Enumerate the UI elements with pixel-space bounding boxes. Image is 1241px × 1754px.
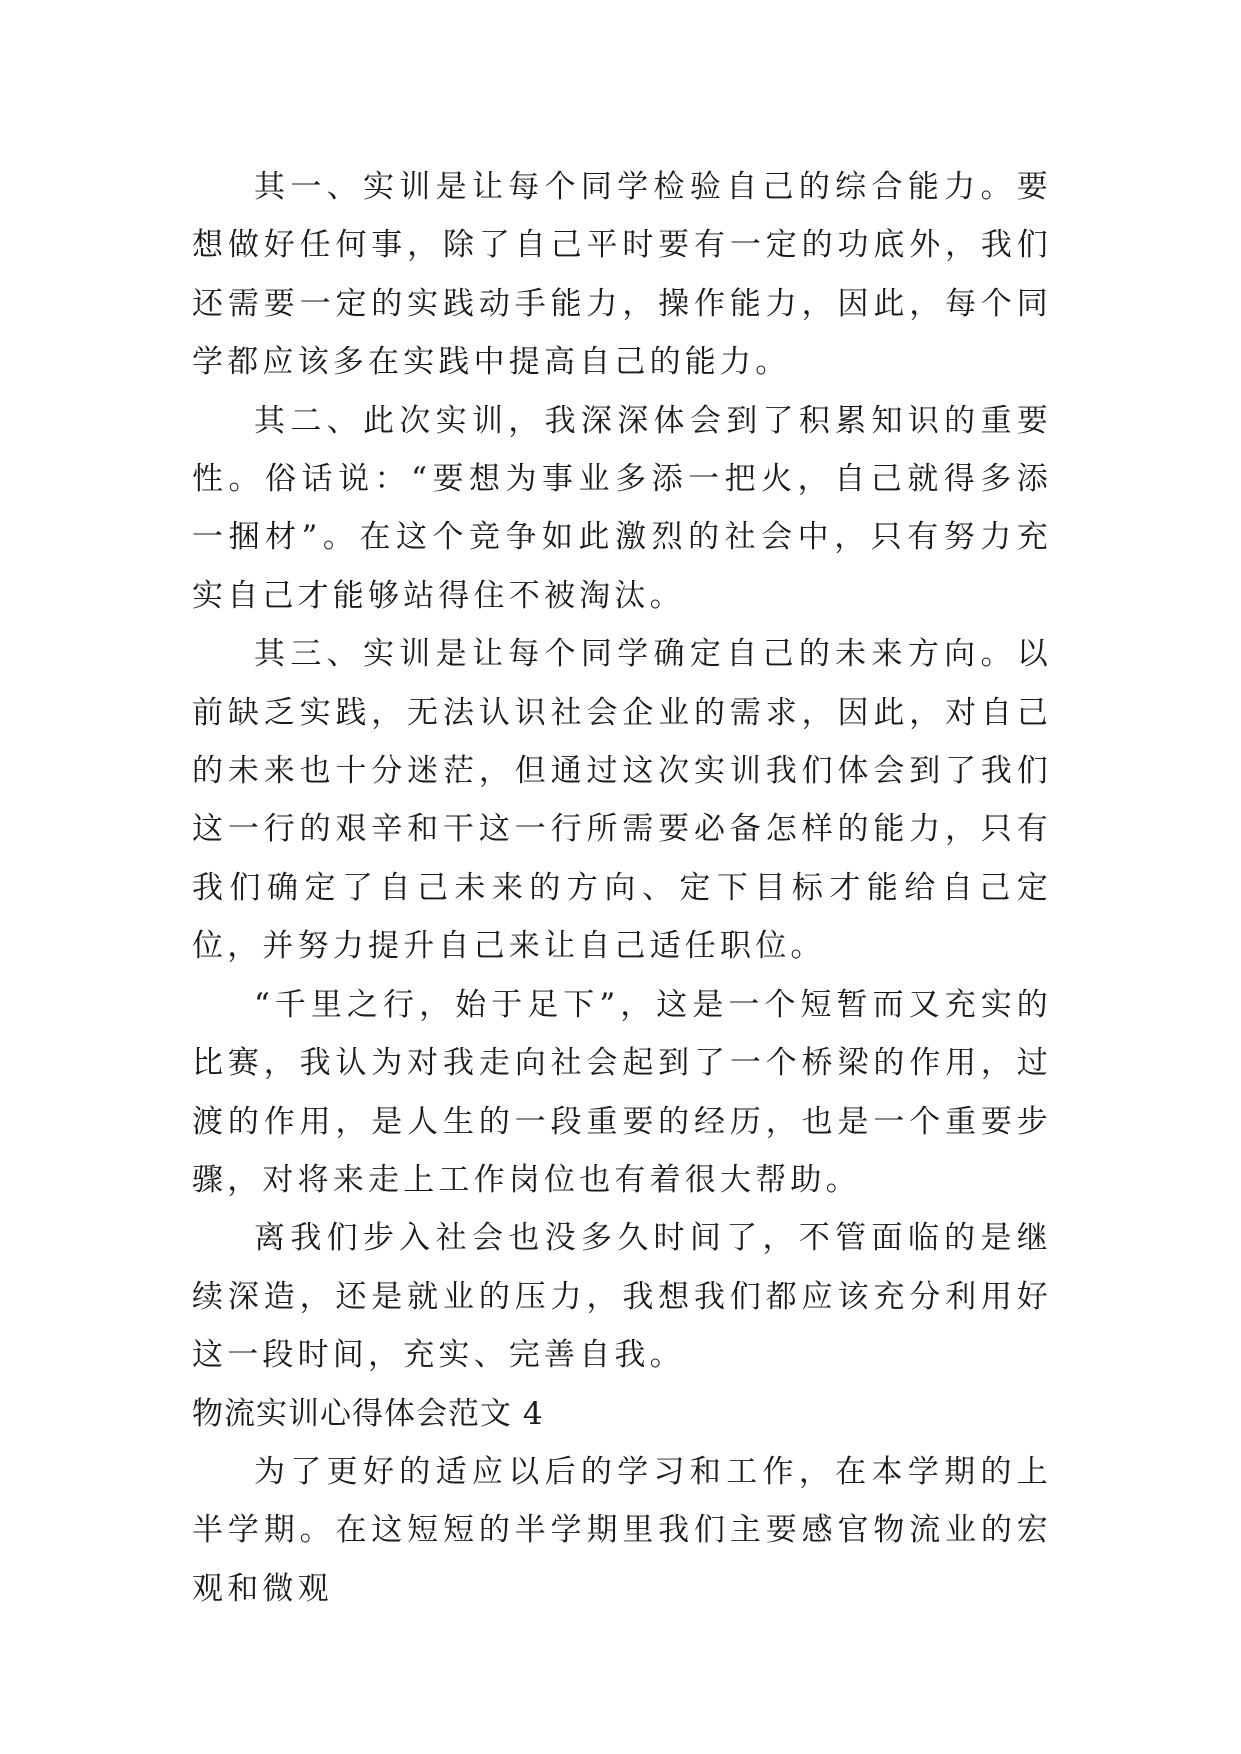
paragraph-1: 其一、实训是让每个同学检验自己的综合能力。要想做好任何事，除了自己平时要有一定的功底外，我们还需要一定的实践动手能力，操作能力，因此，每个同学都应该多在实践中提高自己的能力。 [192, 169, 1052, 381]
paragraph-4: “千里之行，始于足下”，这是一个短暂而又充实的比赛，我认为对我走向社会起到了一个桥梁的作用，过渡的作用，是人生的一段重要的经历，也是一个重要步骤，对将来走上工作岗位也有着很大帮助。 [192, 986, 1052, 1198]
paragraph-5: 离我们步入社会也没多久时间了，不管面临的是继续深造，还是就业的压力，我想我们都应该充分利用好这一段时间，充实、完善自我。 [192, 1220, 1052, 1374]
paragraph-2: 其二、此次实训，我深深体会到了积累知识的重要性。俗话说：“要想为事业多添一把火，自己就得多添一捆材”。在这个竞争如此激烈的社会中，只有努力充实自己才能够站得住不被淘汰。 [192, 402, 1052, 614]
document-body [192, 158, 1052, 1618]
section-heading: 物流实训心得体会范文 4 [192, 1395, 544, 1432]
section-paragraph: 为了更好的适应以后的学习和工作，在本学期的上半学期。在这短短的半学期里我们主要感官物流业的宏观和微观 [192, 1453, 1052, 1607]
paragraph-3: 其三、实训是让每个同学确定自己的未来方向。以前缺乏实践，无法认识社会企业的需求，因此，对自己的未来也十分迷茫，但通过这次实训我们体会到了我们这一行的艰辛和干这一行所需要必备怎样的能力，只有我们确定了自己未来的方向、定下目标才能给自己定位，并努力提升自己来让自己适任职位。 [192, 636, 1052, 965]
